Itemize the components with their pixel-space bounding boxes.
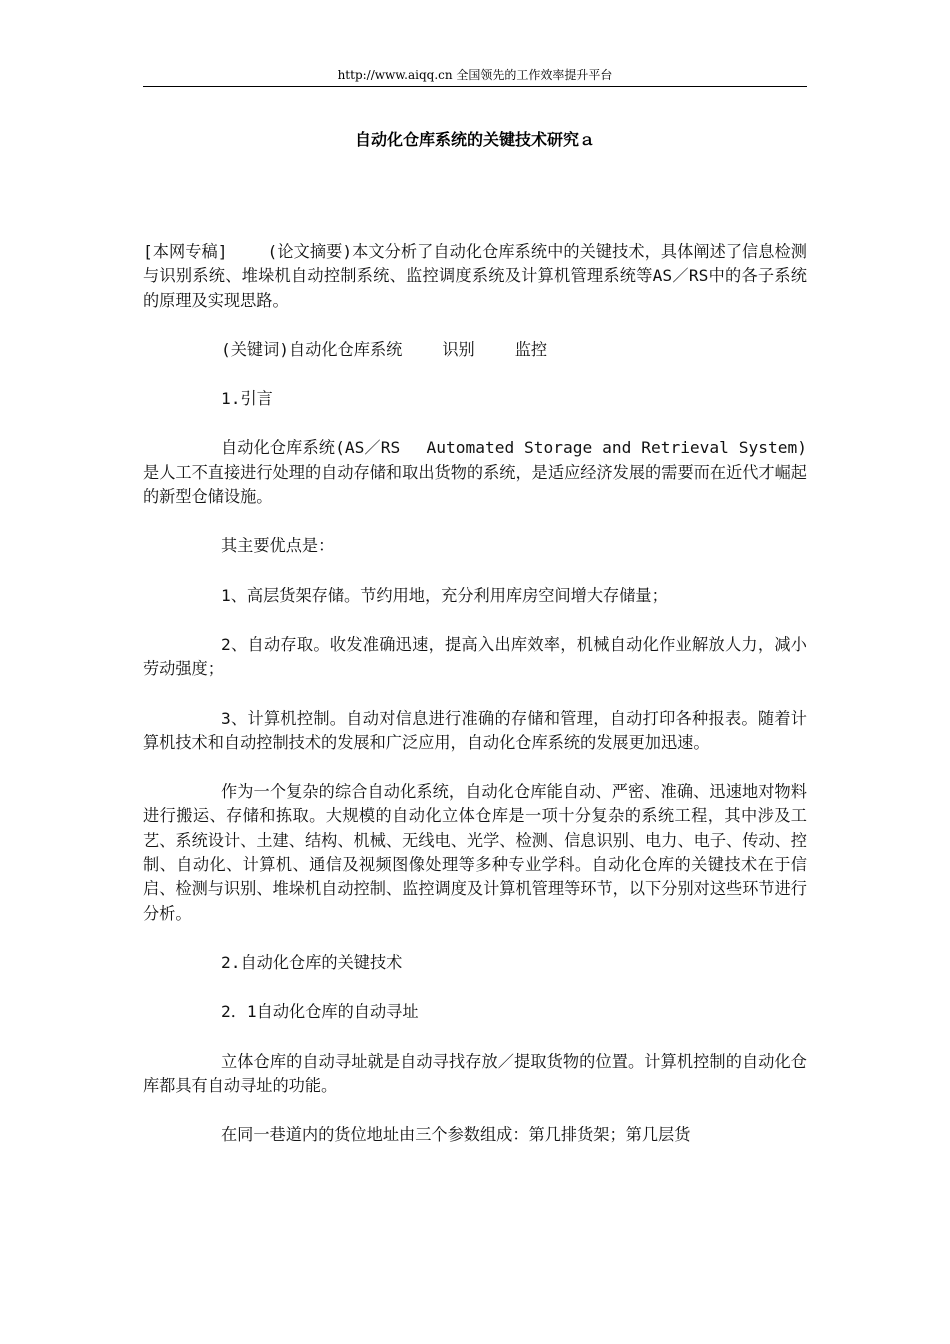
paragraph-address-params: 在同一巷道内的货位地址由三个参数组成：第几排货架；第几层货	[221, 1125, 691, 1145]
section-heading-2-1: 2．1自动化仓库的自动寻址	[221, 1002, 419, 1022]
page-header: http://www.aiqq.cn 全国领先的工作效率提升平台	[337, 68, 613, 82]
document-body	[143, 240, 807, 1172]
section-heading-1: 1.引言	[221, 389, 273, 409]
keywords-paragraph	[143, 338, 807, 362]
abstract-text: (论文摘要)本文分析了自动化仓库系统中的关键技术，具体阐述了信息检测与识别系统、堆垛机自动控制系统、监控调度系统及计算机管理系统等AS／RS中的各子系统的原理及实现思路。	[143, 242, 807, 310]
keyword-2: 监控	[514, 339, 548, 359]
paragraph-intro: 自动化仓库系统(AS／RS Automated Storage and Retrieval System)是人工不直接进行处理的自动存储和取出货物的系统，是适应经济发展的需要而在近代才崛起的新型仓储设施。	[143, 438, 807, 507]
list-item-1: 1、高层货架存储。节约用地，充分利用库房空间增大存储量；	[221, 585, 668, 605]
list-item-3: 3、计算机控制。自动对信息进行准确的存储和管理，自动打印各种报表。随着计算机技术和自动控制技术的发展和广泛应用，自动化仓库系统的发展更加迅速。	[143, 708, 807, 752]
paragraph-addressing: 立体仓库的自动寻址就是自动寻找存放／提取货物的位置。计算机控制的自动化仓库都具有自动寻址的功能。	[143, 1051, 807, 1095]
keyword-1: 识别	[442, 339, 475, 359]
document-title: 自动化仓库系统的关键技术研究ａ	[354, 130, 595, 149]
section-heading-2: 2.自动化仓库的关键技术	[221, 952, 403, 972]
abstract-tag: [本网专稿]	[143, 242, 228, 261]
header-divider	[143, 86, 807, 87]
abstract-paragraph	[143, 240, 807, 313]
paragraph-overview: 作为一个复杂的综合自动化系统，自动化仓库能自动、严密、准确、迅速地对物料进行搬运、存储和拣取。大规模的自动化立体仓库是一项十分复杂的系统工程，其中涉及工艺、系统设计、土建、结构、机械、无线电、光学、检测、信息识别、电力、电子、传动、控制、自动化、计算机、通信及视频图像处理等多种专业学科。自动化仓库的关键技术在于信启、检测与识别、堆垛机自动控制、监控调度及计算机管理等环节，以下分别对这些环节进行分析。	[143, 782, 807, 923]
keywords-label: (关键词)自动化仓库系统	[221, 339, 403, 359]
list-item-2: 2、自动存取。收发准确迅速，提高入出库效率，机械自动化作业解放人力，减小劳动强度；	[143, 634, 807, 679]
paragraph-advantages: 其主要优点是：	[221, 536, 335, 556]
